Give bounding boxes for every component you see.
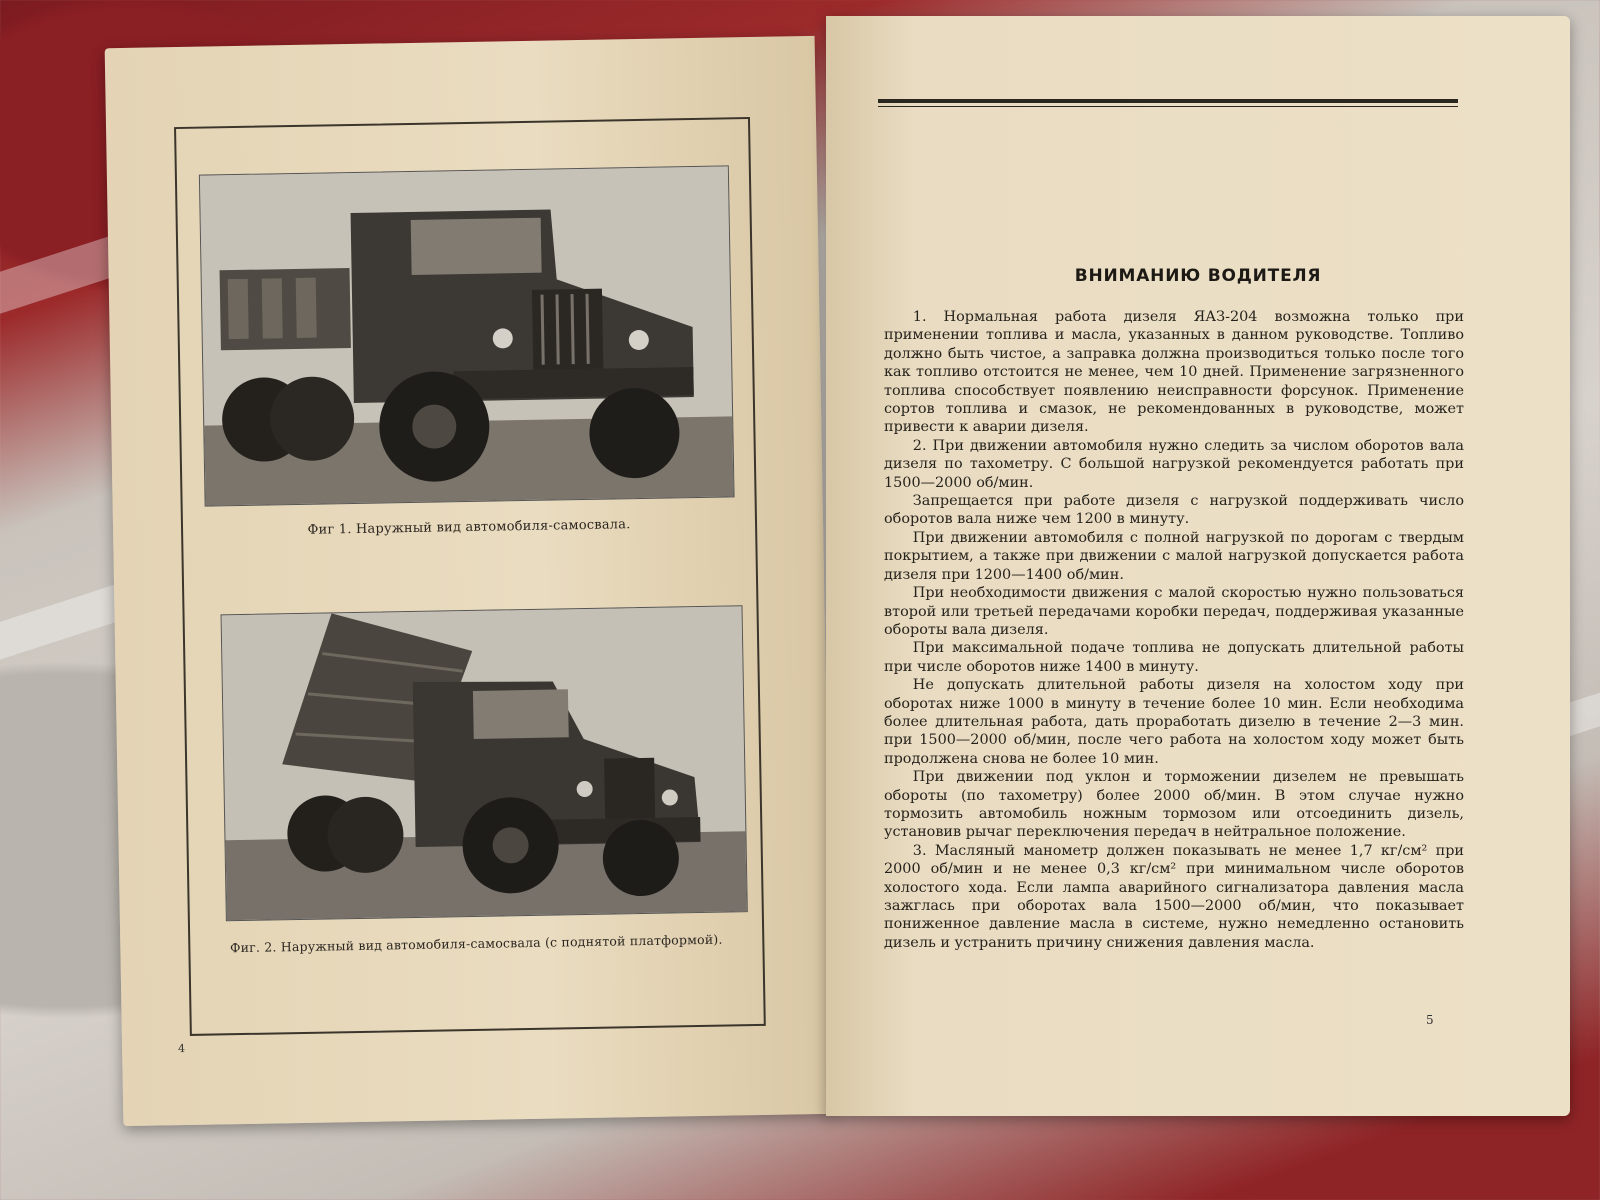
left-page [105, 36, 834, 1126]
dump-truck-illustration [200, 166, 734, 505]
paragraph: При движении автомобиля с полной нагрузкой по дорогам с твердым покрытием, а также при движении с малой нагрузкой допускается работа дизеля при 1200—1400 об/мин. [884, 529, 1464, 583]
paragraph: Запрещается при работе дизеля с нагрузкой поддерживать число оборотов вала ниже чем 1200 в минуту. [884, 493, 1464, 528]
page-heading: ВНИМАНИЮ ВОДИТЕЛЯ [1074, 266, 1322, 286]
figure1-caption: Фиг 1. Наружный вид автомобиля-самосвала. [307, 517, 631, 538]
paragraph: При движении под уклон и торможении дизелем не превышать обороты (по тахометру) более 2000 об/мин. В этом случае нужно тормозить автомобиль ножным тормозом или отсоединить дизель, установив рычаг переключения передач в нейтральное положение. [884, 769, 1464, 841]
figure2-caption: Фиг. 2. Наружный вид автомобиля-самосвала (с поднятой платформой). [229, 931, 723, 956]
page-number-right: 5 [1426, 1013, 1434, 1027]
paragraph: При необходимости движения с малой скоростью нужно пользоваться второй или третьей передачами коробки передач, поддерживая указанные обороты вала дизеля. [884, 585, 1464, 638]
page-number-left: 4 [178, 1042, 186, 1056]
header-rule-thick [878, 99, 1458, 103]
paragraph: При максимальной подаче топлива не допускать длительной работы при числе оборотов ниже 1400 в минуту. [884, 640, 1464, 675]
open-booklet [114, 16, 1566, 1128]
illustration-frame [174, 117, 766, 1036]
figure2-photo [221, 605, 748, 921]
paragraph: Не допускать длительной работы дизеля на холостом ходу при оборотах ниже 1000 в минуту в течение более 10 мин. Если необходима более длительная работа, дать проработать дизелю в течение 2—3 мин. при 1500—2000 об/мин, после чего работа на холостом ходу может быть продолжена снова не более 10 мин. [884, 677, 1464, 767]
right-page [826, 16, 1570, 1116]
paragraph: 2. При движении автомобиля нужно следить за числом оборотов вала дизеля по тахометру. С большой нагрузкой рекомендуется работать при 1500—2000 об/мин. [884, 437, 1464, 491]
figure1-photo [199, 165, 735, 506]
paragraph: 3. Масляный манометр должен показывать не менее 1,7 кг/см² при 2000 об/мин и не менее 0,3 кг/см² при минимальном числе оборотов холостого хода. Если лампа аварийного сигнализатора давления масла зажглась при оборотах вала 1500—2000 об/мин, что показывает пониженное давление масла в системе, нужно немедленно остановить дизель и устранить причину снижения давления масла. [884, 842, 1464, 951]
paragraph: 1. Нормальная работа дизеля ЯАЗ-204 возможна только при применении топлива и масла, указанных в данном руководстве. Топливо должно быть чистое, а заправка должна производиться только после того как топливо отстоится не менее, чем 10 дней. Применение загрязненного топлива способствует появлению неисправности форсунок. Применение сортов топлива и смазок, не рекомендованных в руководстве, может привести к аварии дизеля. [884, 309, 1464, 436]
body-text [884, 308, 1464, 952]
header-rule-thin [878, 106, 1458, 107]
dump-truck-raised-illustration [222, 606, 747, 920]
